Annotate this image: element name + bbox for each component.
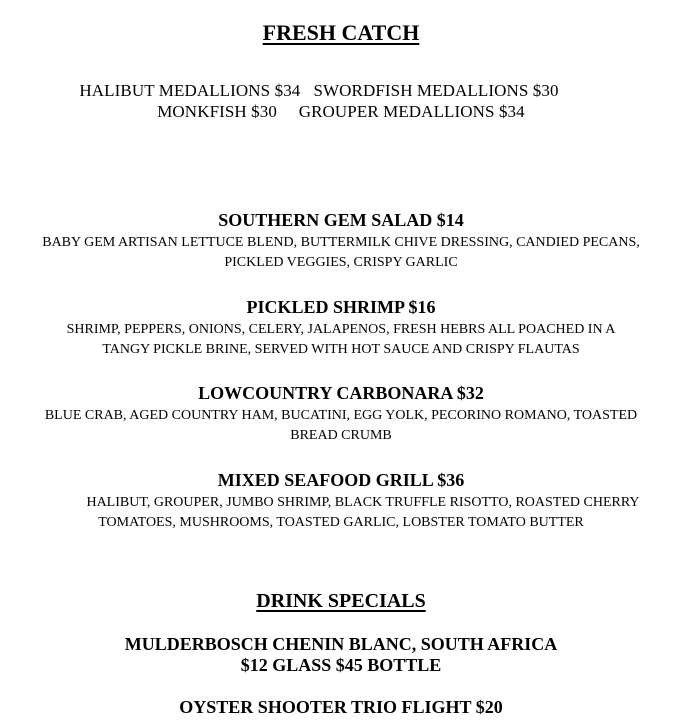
southern-gem-salad-name: SOUTHERN GEM SALAD $14 — [218, 210, 464, 230]
lowcountry-carbonara-desc-1: BLUE CRAB, AGED COUNTRY HAM, BUCATINI, EGG YOLK, PECORINO ROMANO, TOASTED — [44, 408, 638, 423]
southern-gem-salad-desc-1: BABY GEM ARTISAN LETTUCE BLEND, BUTTERMILK CHIVE DRESSING, CANDIED PECANS, — [42, 235, 640, 250]
pickled-shrimp-desc-1: SHRIMP, PEPPERS, ONIONS, CELERY, JALAPENOS, FRESH HEBRS ALL POACHED IN A — [66, 322, 616, 337]
fresh-catch-title: FRESH CATCH — [262, 20, 420, 45]
pickled-shrimp-desc-2: TANGY PICKLE BRINE, SERVED WITH HOT SAUCE AND CRISPY FLAUTAS — [102, 342, 580, 357]
pickled-shrimp-name: PICKLED SHRIMP $16 — [246, 297, 436, 317]
drink-specials-title: DRINK SPECIALS — [256, 590, 426, 612]
mixed-seafood-grill-name: MIXED SEAFOOD GRILL $36 — [217, 470, 465, 490]
lowcountry-carbonara-name: LOWCOUNTRY CARBONARA $32 — [198, 383, 484, 403]
southern-gem-salad-desc-2: PICKLED VEGGIES, CRISPY GARLIC — [224, 255, 458, 270]
wine-special-price: $12 GLASS $45 BOTTLE — [240, 655, 442, 675]
oyster-shooter-special: OYSTER SHOOTER TRIO FLIGHT $20 — [179, 697, 503, 717]
lowcountry-carbonara-desc-2: BREAD CRUMB — [290, 428, 392, 443]
mixed-seafood-grill-desc-1: HALIBUT, GROUPER, JUMBO SHRIMP, BLACK TRUFFLE RISOTTO, ROASTED CHERRY — [86, 495, 640, 510]
wine-special-name: MULDERBOSCH CHENIN BLANC, SOUTH AFRICA — [124, 634, 558, 654]
mixed-seafood-grill-desc-2: TOMATOES, MUSHROOMS, TOASTED GARLIC, LOBSTER TOMATO BUTTER — [98, 515, 584, 530]
fresh-catch-line-1: HALIBUT MEDALLIONS $34 SWORDFISH MEDALLIONS $30 — [79, 81, 559, 100]
fresh-catch-line-2: MONKFISH $30 GROUPER MEDALLIONS $34 — [157, 102, 525, 121]
